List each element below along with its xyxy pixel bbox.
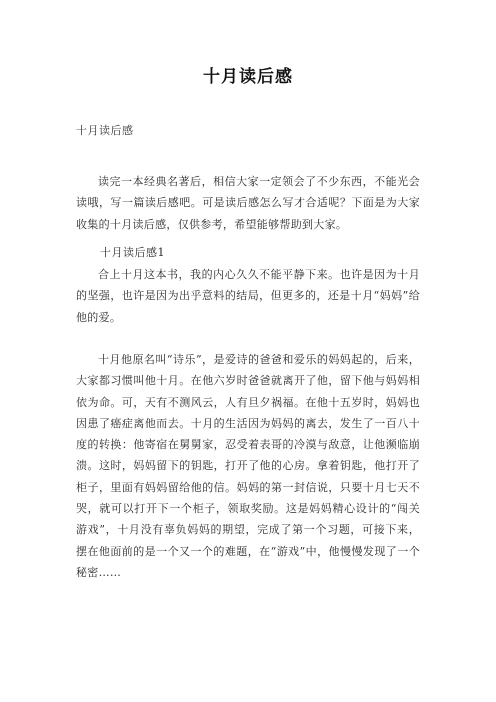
intro-paragraph: 读完一本经典名著后，相信大家一定领会了不少东西，不能光会读哦，写一篇读后感吧。可是读后感怎么写才合适呢？下面是为大家收集的十月读后感，仅供参考，希望能够帮助到大家。 <box>76 175 420 231</box>
page-title: 十月读后感 <box>203 67 293 87</box>
body-paragraph: 十月他原名叫“诗乐”，是爱诗的爸爸和爱乐的妈妈起的，后来，大家都习惯叫他十月。在他六岁时爸爸就离开了他，留下他与妈妈相依为命。可，天有不测风云，人有旦夕祸福。在他十五岁时，妈妈也因患了癌症离他而去。十月的生活因为妈妈的离去，发生了一百八十度的转换：他寄宿在舅舅家，忍受着表哥的冷漠与敌意，让他濒临崩溃。这时，妈妈留下的钥匙，打开了他的心房。拿着钥匙，他打开了柜子，里面有妈妈留给他的信。妈妈的第一封信说，只要十月七天不哭，就可以打开下一个柜子，领取奖励。这是妈妈精心设计的“闯关游戏”，十月没有辜负妈妈的期望，完成了第一个习题，可接下来，摆在他面前的是一个又一个的难题，在“游戏”中，他慢慢发现了一个秘密…… <box>76 353 420 579</box>
intro-paragraph-block <box>76 171 420 235</box>
paragraph-2-block <box>76 349 420 583</box>
document-subtitle: 十月读后感 <box>76 124 134 137</box>
body-paragraph: 合上十月这本书，我的内心久久不能平静下来。也许是因为十月的坚强，也许是因为出乎意料的结局，但更多的，还是十月“妈妈”给他的爱。 <box>76 268 420 324</box>
section-heading: 十月读后感1 <box>100 246 165 259</box>
paragraph-1-block <box>76 264 420 328</box>
